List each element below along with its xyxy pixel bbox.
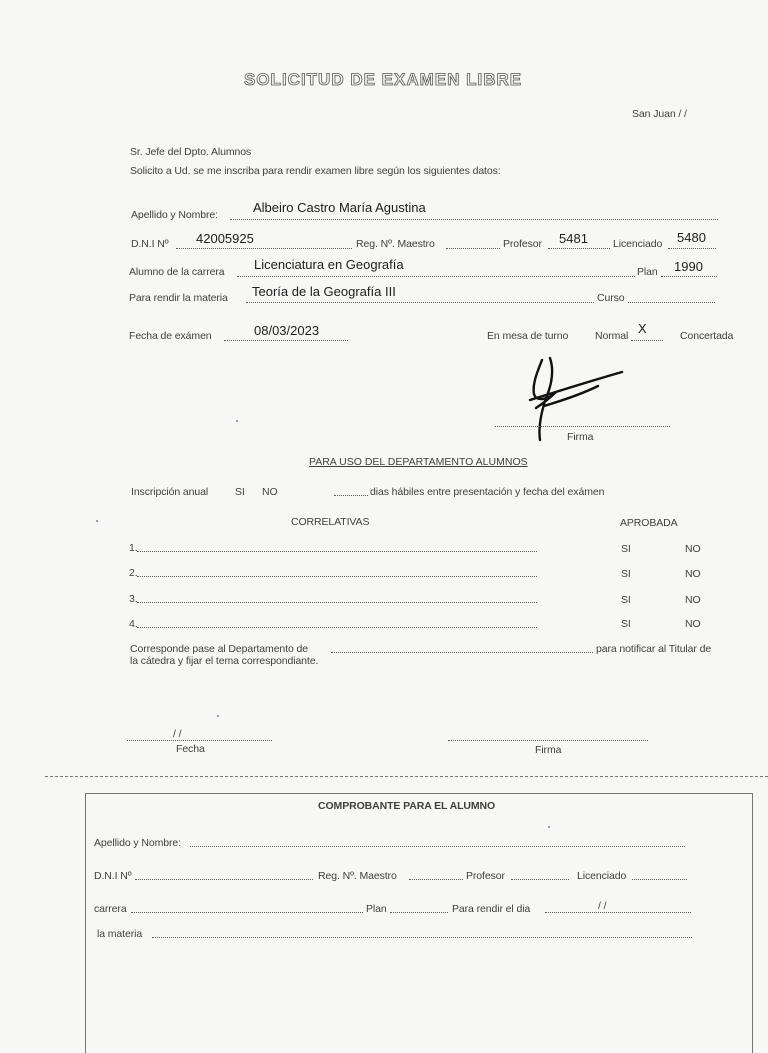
row-1-no[interactable]: NO: [685, 543, 701, 555]
dni-label: D.N.I Nº: [131, 238, 169, 250]
prof-line: [548, 248, 610, 249]
days-text: dias hábiles entre presentación y fecha del exámen: [370, 486, 605, 498]
dni-line: [176, 248, 352, 249]
row-3-no[interactable]: NO: [685, 594, 701, 606]
receipt-lic-label: Licenciado: [577, 870, 627, 882]
aprobada-label: APROBADA: [620, 517, 678, 529]
row-4-no[interactable]: NO: [685, 618, 701, 630]
addressee: Sr. Jefe del Dpto. Alumnos: [130, 146, 252, 158]
row-3-line: [137, 602, 537, 603]
prof-value[interactable]: 5481: [559, 231, 588, 246]
receipt-lic-line[interactable]: [632, 879, 687, 880]
career-label: Alumno de la carrera: [129, 266, 225, 278]
receipt-date-label: Para rendir el dia: [452, 903, 531, 915]
plan-value[interactable]: 1990: [674, 259, 703, 274]
lic-line: [668, 248, 716, 249]
signature-line: [495, 426, 670, 427]
name-value[interactable]: Albeiro Castro María Agustina: [253, 200, 426, 215]
career-value[interactable]: Licenciatura en Geografía: [254, 257, 404, 272]
dni-value[interactable]: 42005925: [196, 231, 254, 246]
row-2-no[interactable]: NO: [685, 568, 701, 580]
receipt-dni-label: D.N.I Nº: [94, 870, 132, 882]
receipt-plan-line[interactable]: [390, 912, 448, 913]
subject-label: Para rendir la materia: [129, 292, 228, 304]
receipt-date-slashes: / /: [598, 900, 607, 912]
receipt-name-label: Apellido y Nombre:: [94, 837, 181, 849]
dept-signature-label: Firma: [535, 744, 562, 756]
pass-line: [331, 652, 593, 653]
receipt-prof-line[interactable]: [511, 879, 569, 880]
pass-text-3: la cátedra y fijar el tema correspondiante.: [130, 655, 319, 667]
career-line: [237, 276, 635, 277]
receipt-dni-line[interactable]: [135, 879, 313, 880]
plan-label: Plan: [637, 266, 658, 278]
exam-date-value[interactable]: 08/03/2023: [254, 323, 320, 338]
receipt-name-line[interactable]: [190, 846, 685, 847]
receipt-reg-line[interactable]: [409, 879, 463, 880]
cut-line: [45, 776, 768, 777]
prof-label: Profesor: [503, 238, 542, 250]
course-label: Curso: [597, 292, 625, 304]
page-title: SOLICITUD DE EXAMEN LIBRE: [244, 70, 523, 89]
annual-label: Inscripción anual: [131, 486, 209, 498]
annual-no[interactable]: NO: [262, 486, 278, 498]
exam-date-line: [224, 340, 348, 341]
dept-signature-line: [448, 740, 648, 741]
lic-label: Licenciado: [613, 238, 663, 250]
row-4-line: [137, 627, 537, 628]
normal-mark[interactable]: X: [638, 321, 647, 336]
correlativas-label: CORRELATIVAS: [291, 516, 370, 528]
days-line: [334, 495, 368, 496]
scan-speck: [96, 520, 98, 522]
pass-text-1: Corresponde pase al Departamento de: [130, 643, 309, 655]
dept-date-label: Fecha: [176, 743, 205, 755]
normal-label: Normal: [595, 330, 629, 342]
receipt-box: [85, 793, 753, 1053]
receipt-prof-label: Profesor: [466, 870, 505, 882]
reg-label: Reg. Nº. Maestro: [356, 238, 435, 250]
row-3-si[interactable]: SI: [621, 594, 631, 606]
annual-si[interactable]: SI: [235, 486, 245, 498]
turn-label: En mesa de turno: [487, 330, 569, 342]
signature-label: Firma: [567, 431, 594, 443]
receipt-subject-label: la materia: [97, 928, 143, 940]
name-line: [230, 219, 718, 220]
subject-value[interactable]: Teoría de la Geografía III: [252, 284, 396, 299]
pass-text-2: para notificar al Titular de: [596, 643, 712, 655]
receipt-plan-label: Plan: [366, 903, 387, 915]
concerted-label: Concertada: [680, 330, 734, 342]
course-line: [628, 302, 715, 303]
subject-line: [246, 302, 594, 303]
receipt-title: COMPROBANTE PARA EL ALUMNO: [318, 800, 496, 812]
row-1-number: 1.: [129, 542, 138, 554]
receipt-career-label: carrera: [94, 903, 127, 915]
scan-speck: [217, 715, 219, 717]
receipt-date-line[interactable]: [545, 912, 691, 913]
row-1-si[interactable]: SI: [621, 543, 631, 555]
row-4-number: 4.: [129, 618, 138, 630]
receipt-reg-label: Reg. Nº. Maestro: [318, 870, 397, 882]
place-date: San Juan / /: [632, 108, 687, 120]
reg-line: [446, 248, 500, 249]
row-1-line: [137, 551, 537, 552]
receipt-career-line[interactable]: [131, 912, 363, 913]
dept-date-slashes: / /: [173, 728, 182, 740]
department-title: PARA USO DEL DEPARTAMENTO ALUMNOS: [309, 456, 528, 468]
request-text: Solicito a Ud. se me inscriba para rendir examen libre según los siguientes datos:: [130, 165, 501, 177]
exam-date-label: Fecha de exámen: [129, 330, 212, 342]
scan-speck: [548, 826, 550, 828]
normal-line: [631, 340, 663, 341]
lic-value[interactable]: 5480: [677, 230, 706, 245]
dept-date-line: [127, 740, 272, 741]
row-2-si[interactable]: SI: [621, 568, 631, 580]
scan-speck: [236, 420, 238, 422]
plan-line: [661, 276, 717, 277]
row-2-number: 2.: [129, 567, 138, 579]
row-4-si[interactable]: SI: [621, 618, 631, 630]
row-3-number: 3.: [129, 593, 138, 605]
name-label: Apellido y Nombre:: [131, 209, 218, 221]
receipt-subject-line[interactable]: [152, 937, 692, 938]
row-2-line: [137, 576, 537, 577]
